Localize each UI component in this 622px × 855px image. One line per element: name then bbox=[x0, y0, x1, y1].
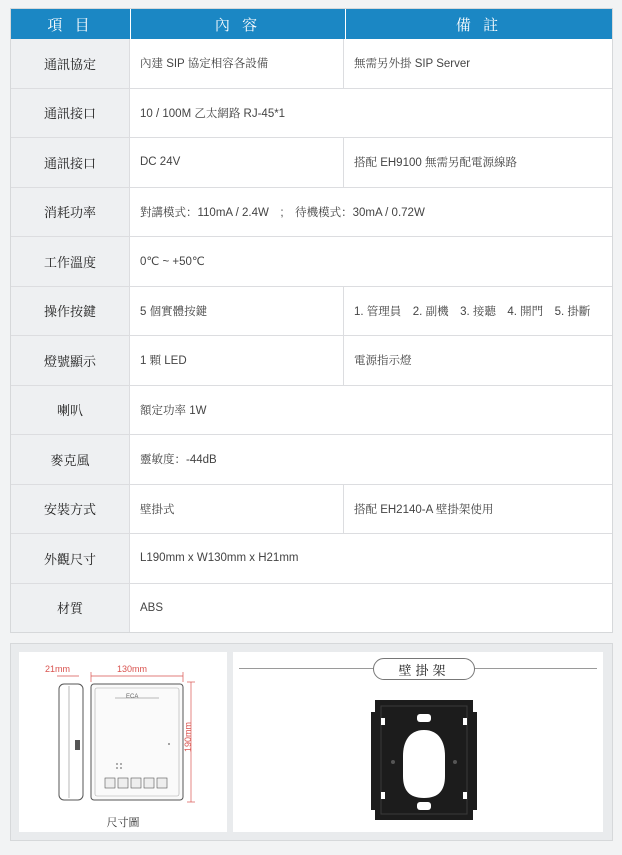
dimension-caption: 尺寸圖 bbox=[106, 817, 140, 829]
row-content: 內建 SIP 協定相容各設備 bbox=[130, 39, 344, 88]
row-content: 5 個實體按鍵 bbox=[130, 287, 344, 336]
row-content: 額定功率 1W bbox=[140, 404, 207, 417]
row-content: 對講模式：110mA / 2.4W ; 待機模式：30mA / 0.72W bbox=[140, 206, 425, 219]
depth-label: 21mm bbox=[45, 664, 71, 674]
row-item-label: 消耗功率 bbox=[11, 188, 130, 237]
row-content: 壁掛式 bbox=[130, 485, 344, 534]
row-item-label: 通訊協定 bbox=[11, 39, 130, 88]
bracket-panel bbox=[233, 652, 603, 832]
table-row bbox=[11, 39, 612, 88]
row-item-label: 操作按鍵 bbox=[11, 287, 130, 336]
row-content: ABS bbox=[140, 601, 164, 614]
header-item: 項 目 bbox=[11, 9, 131, 39]
row-item-label: 外觀尺寸 bbox=[11, 534, 130, 583]
table-row bbox=[11, 533, 612, 583]
dimension-panel bbox=[19, 652, 227, 832]
row-note: 電源指示燈 bbox=[354, 355, 412, 368]
table-row bbox=[11, 286, 612, 336]
row-content: 1 顆 LED bbox=[130, 336, 344, 385]
table-row bbox=[11, 583, 612, 633]
row-content: DC 24V bbox=[130, 138, 344, 187]
row-item-label: 安裝方式 bbox=[11, 485, 130, 534]
height-label: 190mm bbox=[183, 721, 194, 753]
device-logo: ECA bbox=[126, 694, 139, 700]
bracket-title: 壁掛架 bbox=[373, 658, 475, 680]
row-note: 搭配 EH9100 無需另配電源線路 bbox=[354, 157, 517, 170]
table-row bbox=[11, 484, 612, 534]
table-body bbox=[11, 39, 612, 632]
row-content: 靈敏度：-44dB bbox=[140, 454, 217, 467]
row-item-label: 喇叭 bbox=[11, 386, 130, 435]
table-row bbox=[11, 335, 612, 385]
row-item-label: 工作溫度 bbox=[11, 237, 130, 286]
row-content: 0℃ ~ +50℃ bbox=[140, 256, 205, 269]
row-note: 無需另外掛 SIP Server bbox=[354, 58, 471, 71]
table-row bbox=[11, 187, 612, 237]
row-item-label: 麥克風 bbox=[11, 435, 130, 484]
spec-table bbox=[10, 8, 613, 633]
width-label: 130mm bbox=[117, 664, 148, 674]
row-content: 10 / 100M 乙太網路 RJ-45*1 bbox=[140, 107, 286, 120]
row-note: 搭配 EH2140-A 壁掛架使用 bbox=[354, 503, 494, 516]
table-header bbox=[11, 9, 612, 39]
wall-bracket-image bbox=[233, 652, 603, 832]
row-item-label: 燈號顯示 bbox=[11, 336, 130, 385]
table-row bbox=[11, 385, 612, 435]
row-item-label: 通訊接口 bbox=[11, 89, 130, 138]
row-item-label: 通訊接口 bbox=[11, 138, 130, 187]
header-note: 備 註 bbox=[346, 9, 612, 39]
dimension-drawing bbox=[19, 652, 227, 812]
table-row bbox=[11, 88, 612, 138]
table-row bbox=[11, 137, 612, 187]
row-item-label: 材質 bbox=[11, 584, 130, 633]
row-content: L190mm x W130mm x H21mm bbox=[140, 552, 299, 565]
table-row bbox=[11, 434, 612, 484]
bottom-section bbox=[10, 643, 613, 841]
row-note: 1. 管理員 2. 副機 3. 接聽 4. 開門 5. 掛斷 bbox=[354, 305, 591, 318]
header-content: 內 容 bbox=[131, 9, 346, 39]
table-row bbox=[11, 236, 612, 286]
